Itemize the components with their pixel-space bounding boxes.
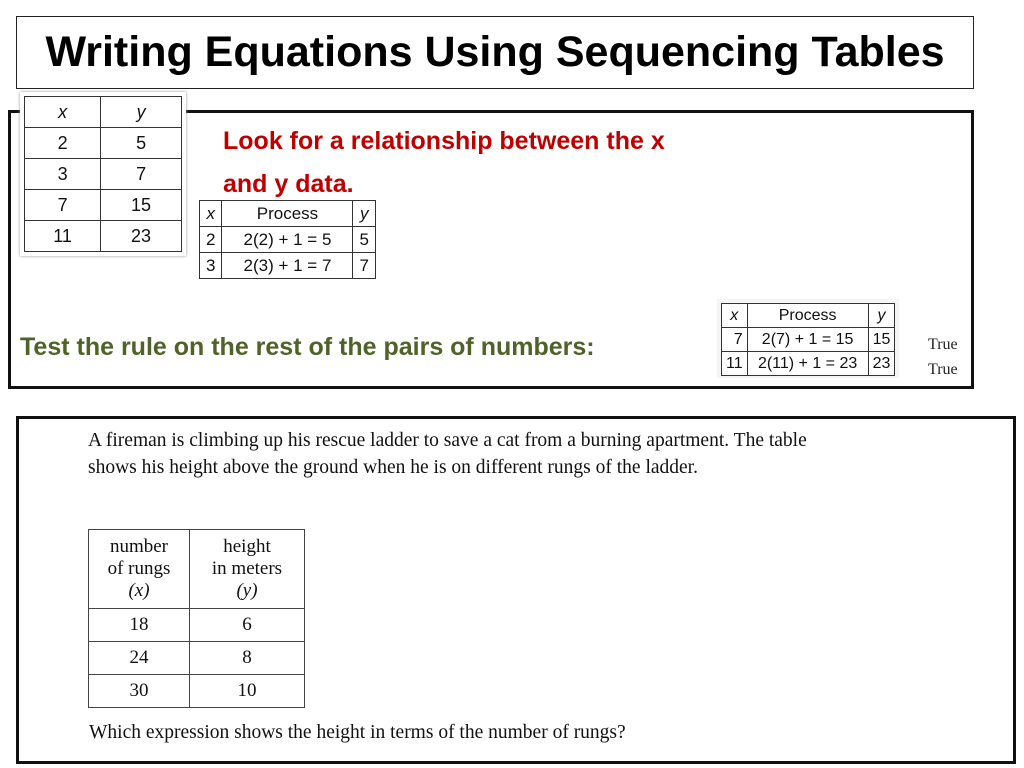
verification-results bbox=[922, 332, 958, 382]
table-row bbox=[25, 221, 182, 252]
proc1-cell: 2(3) + 1 = 7 bbox=[222, 253, 353, 279]
title-box bbox=[16, 16, 974, 89]
process-table-1 bbox=[199, 200, 376, 279]
proc2-cell: 2(11) + 1 = 23 bbox=[747, 352, 868, 376]
proc1-header-y: y bbox=[353, 201, 375, 227]
xy-table bbox=[20, 92, 186, 256]
table-row bbox=[25, 190, 182, 221]
height-cell: 8 bbox=[190, 642, 305, 675]
process-table-2 bbox=[717, 299, 899, 378]
problem-text: A fireman is climbing up his rescue ladder to save a cat from a burning apartment. The table shows his height above the ground when he is on different rungs of the ladder. bbox=[88, 430, 807, 478]
proc2-cell: 15 bbox=[868, 328, 895, 352]
table-row bbox=[89, 675, 305, 708]
header-line: (y) bbox=[236, 580, 258, 601]
xy-cell: 5 bbox=[101, 128, 182, 159]
proc1-cell: 5 bbox=[353, 227, 375, 253]
table-row bbox=[200, 227, 376, 253]
rungs-table bbox=[88, 529, 305, 708]
xy-header-x: x bbox=[25, 97, 101, 128]
proc2-cell: 7 bbox=[722, 328, 748, 352]
table-row bbox=[25, 128, 182, 159]
xy-cell: 7 bbox=[101, 159, 182, 190]
header-line: number bbox=[109, 536, 169, 557]
xy-cell: 3 bbox=[25, 159, 101, 190]
table-row bbox=[89, 642, 305, 675]
proc1-header-x: x bbox=[200, 201, 222, 227]
true-label: True bbox=[928, 361, 958, 378]
height-header bbox=[190, 530, 305, 609]
rungs-cell: 18 bbox=[89, 609, 190, 642]
proc1-cell: 2 bbox=[200, 227, 222, 253]
table-row bbox=[200, 253, 376, 279]
proc1-cell: 7 bbox=[353, 253, 375, 279]
rungs-header bbox=[89, 530, 190, 609]
table-row bbox=[722, 328, 895, 352]
header-line: in meters bbox=[211, 558, 283, 579]
header-line: of rungs bbox=[107, 558, 171, 579]
xy-cell: 2 bbox=[25, 128, 101, 159]
proc2-cell: 23 bbox=[868, 352, 895, 376]
proc2-cell: 11 bbox=[722, 352, 748, 376]
proc2-cell: 2(7) + 1 = 15 bbox=[747, 328, 868, 352]
slide-title: Writing Equations Using Sequencing Tables bbox=[45, 28, 945, 76]
proc1-header-process: Process bbox=[222, 201, 353, 227]
table-row bbox=[722, 352, 895, 376]
rungs-cell: 30 bbox=[89, 675, 190, 708]
proc2-header-process: Process bbox=[747, 304, 868, 328]
true-label: True bbox=[928, 336, 958, 353]
rungs-cell: 24 bbox=[89, 642, 190, 675]
table-row bbox=[25, 159, 182, 190]
header-line: height bbox=[223, 536, 271, 557]
test-rule-instruction: Test the rule on the rest of the pairs of numbers: bbox=[20, 333, 595, 361]
height-cell: 6 bbox=[190, 609, 305, 642]
proc1-cell: 3 bbox=[200, 253, 222, 279]
xy-cell: 11 bbox=[25, 221, 101, 252]
table-row bbox=[89, 609, 305, 642]
xy-header-y: y bbox=[101, 97, 182, 128]
relationship-instruction: Look for a relationship between the x and y data. bbox=[223, 127, 665, 198]
xy-cell: 23 bbox=[101, 221, 182, 252]
proc2-header-y: y bbox=[868, 304, 895, 328]
proc2-header-x: x bbox=[722, 304, 748, 328]
height-cell: 10 bbox=[190, 675, 305, 708]
proc1-cell: 2(2) + 1 = 5 bbox=[222, 227, 353, 253]
header-line: (x) bbox=[128, 580, 150, 601]
question-text: Which expression shows the height in terms of the number of rungs? bbox=[89, 722, 626, 743]
xy-cell: 7 bbox=[25, 190, 101, 221]
xy-cell: 15 bbox=[101, 190, 182, 221]
